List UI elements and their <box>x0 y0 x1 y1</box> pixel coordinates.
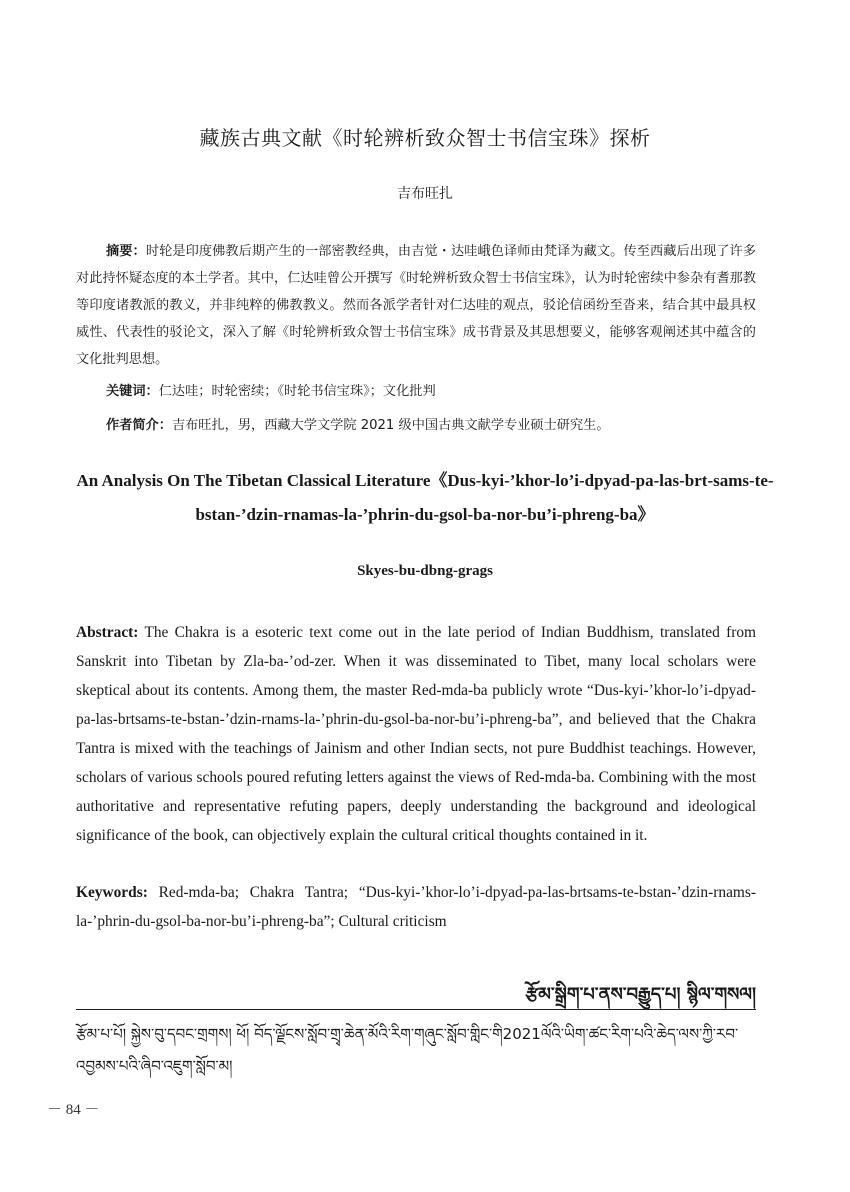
divider-rule <box>76 1009 756 1010</box>
abstract-label-english: Abstract: <box>76 624 139 641</box>
tibetan-author-note: རྩོམ་པ་པོ། སྐྱེས་བུ་དབང་གྲགས། ཕོ། བོད་ལྗོངས་སློབ་གྲྭ་ཆེན་མོའི་རིག་གཞུང་སློབ་གླིང་གི2021ལོའི་ཡིག་ཚང་རིག་པའི་ཆེད་ལས་ཀྱི་རབ་འབྱམས་པའི་ཞིབ་འཇུག་སློབ་མ། <box>76 1025 739 1075</box>
keywords-label-english: Keywords: <box>76 884 148 901</box>
abstract-text-chinese: 时轮是印度佛教后期产生的一部密教经典，由吉觉・达哇峨色译师由梵译为藏文。传至西藏后出现了许多对此持怀疑态度的本土学者。其中，仁达哇曾公开撰写《时轮辨析致众智士书信宝珠》，认为时轮密续中参杂有耆那教等印度诸教派的教义，并非纯粹的佛教教义。然而各派学者针对仁达哇的观点，驳论信函纷至沓来，结合其中最具权威性、代表性的驳论文，深入了解《时轮辨析致众智士书信宝珠》成书背景及其思想要义，能够客观阐述其中蕴含的文化批判思想。 <box>76 244 757 367</box>
author-intro-label: 作者简介： <box>106 418 172 433</box>
page-number: － 84 － <box>47 1102 100 1118</box>
keywords-english <box>76 878 756 936</box>
abstract-chinese <box>76 238 756 373</box>
author-intro-chinese <box>106 414 756 433</box>
tibetan-heading: རྩོམ་སྒྲིག་པ་ནས་བརྒྱུད་པ། སྙིལ་གསལ། <box>525 984 756 1005</box>
author-name-chinese: 吉布旺扎 <box>397 186 453 202</box>
author-intro-text: 吉布旺扎，男，西藏大学文学院 2021 级中国古典文献学专业硕士研究生。 <box>171 418 610 433</box>
keywords-text-english: Red-mda-ba; Chakra Tantra; “Dus-kyi-’khor-lo’i-dpyad-pa-las-brtsams-te-bstan-’dzin-rnams-la-’phrin-du-gsol-ba-nor-bu’i-phreng-ba”; Cultural criticism <box>76 884 756 930</box>
keywords-chinese <box>106 380 756 399</box>
author-name-english: Skyes-bu-dbng-grags <box>357 563 493 579</box>
abstract-english <box>76 618 756 850</box>
keywords-label-chinese: 关键词： <box>106 384 159 399</box>
paper-title-english: An Analysis On The Tibetan Classical Literature《Dus-kyi-’khor-lo’i-dpyad-pa-las-brt-sams-te-bstan-’dzin-rnamas-la-’phrin-du-gsol-ba-nor-bu’i-phreng-ba》 <box>76 471 774 524</box>
keywords-text-chinese: 仁达哇；时轮密续；《时轮书信宝珠》；文化批判 <box>158 384 436 399</box>
abstract-label-chinese: 摘要： <box>106 244 146 259</box>
paper-title-chinese: 藏族古典文献《时轮辨析致众智士书信宝珠》探析 <box>199 126 651 150</box>
abstract-text-english: The Chakra is a esoteric text come out in the late period of Indian Buddhism, translated from Sanskrit into Tibetan by Zla-ba-’od-zer. When it was disseminated to Tibet, many local scholars were skeptical about its contents. Among them, the master Red-mda-ba publicly wrote “Dus-kyi-’khor-lo’i-dpyad-pa-las-brtsams-te-bstan-’dzin-rnams-la-’phrin-du-gsol-ba-nor-bu’i-phreng-ba”, and believed that the Chakra Tantra is mixed with the teachings of Jainism and other Indian sects, not pure Buddhist teachings. However, scholars of various schools poured refuting letters against the views of Red-mda-ba. Combining with the most authoritative and representative refuting papers, deeply understanding the background and ideological significance of the book, can objectively explain the cultural critical thoughts contained in it. <box>76 624 756 844</box>
